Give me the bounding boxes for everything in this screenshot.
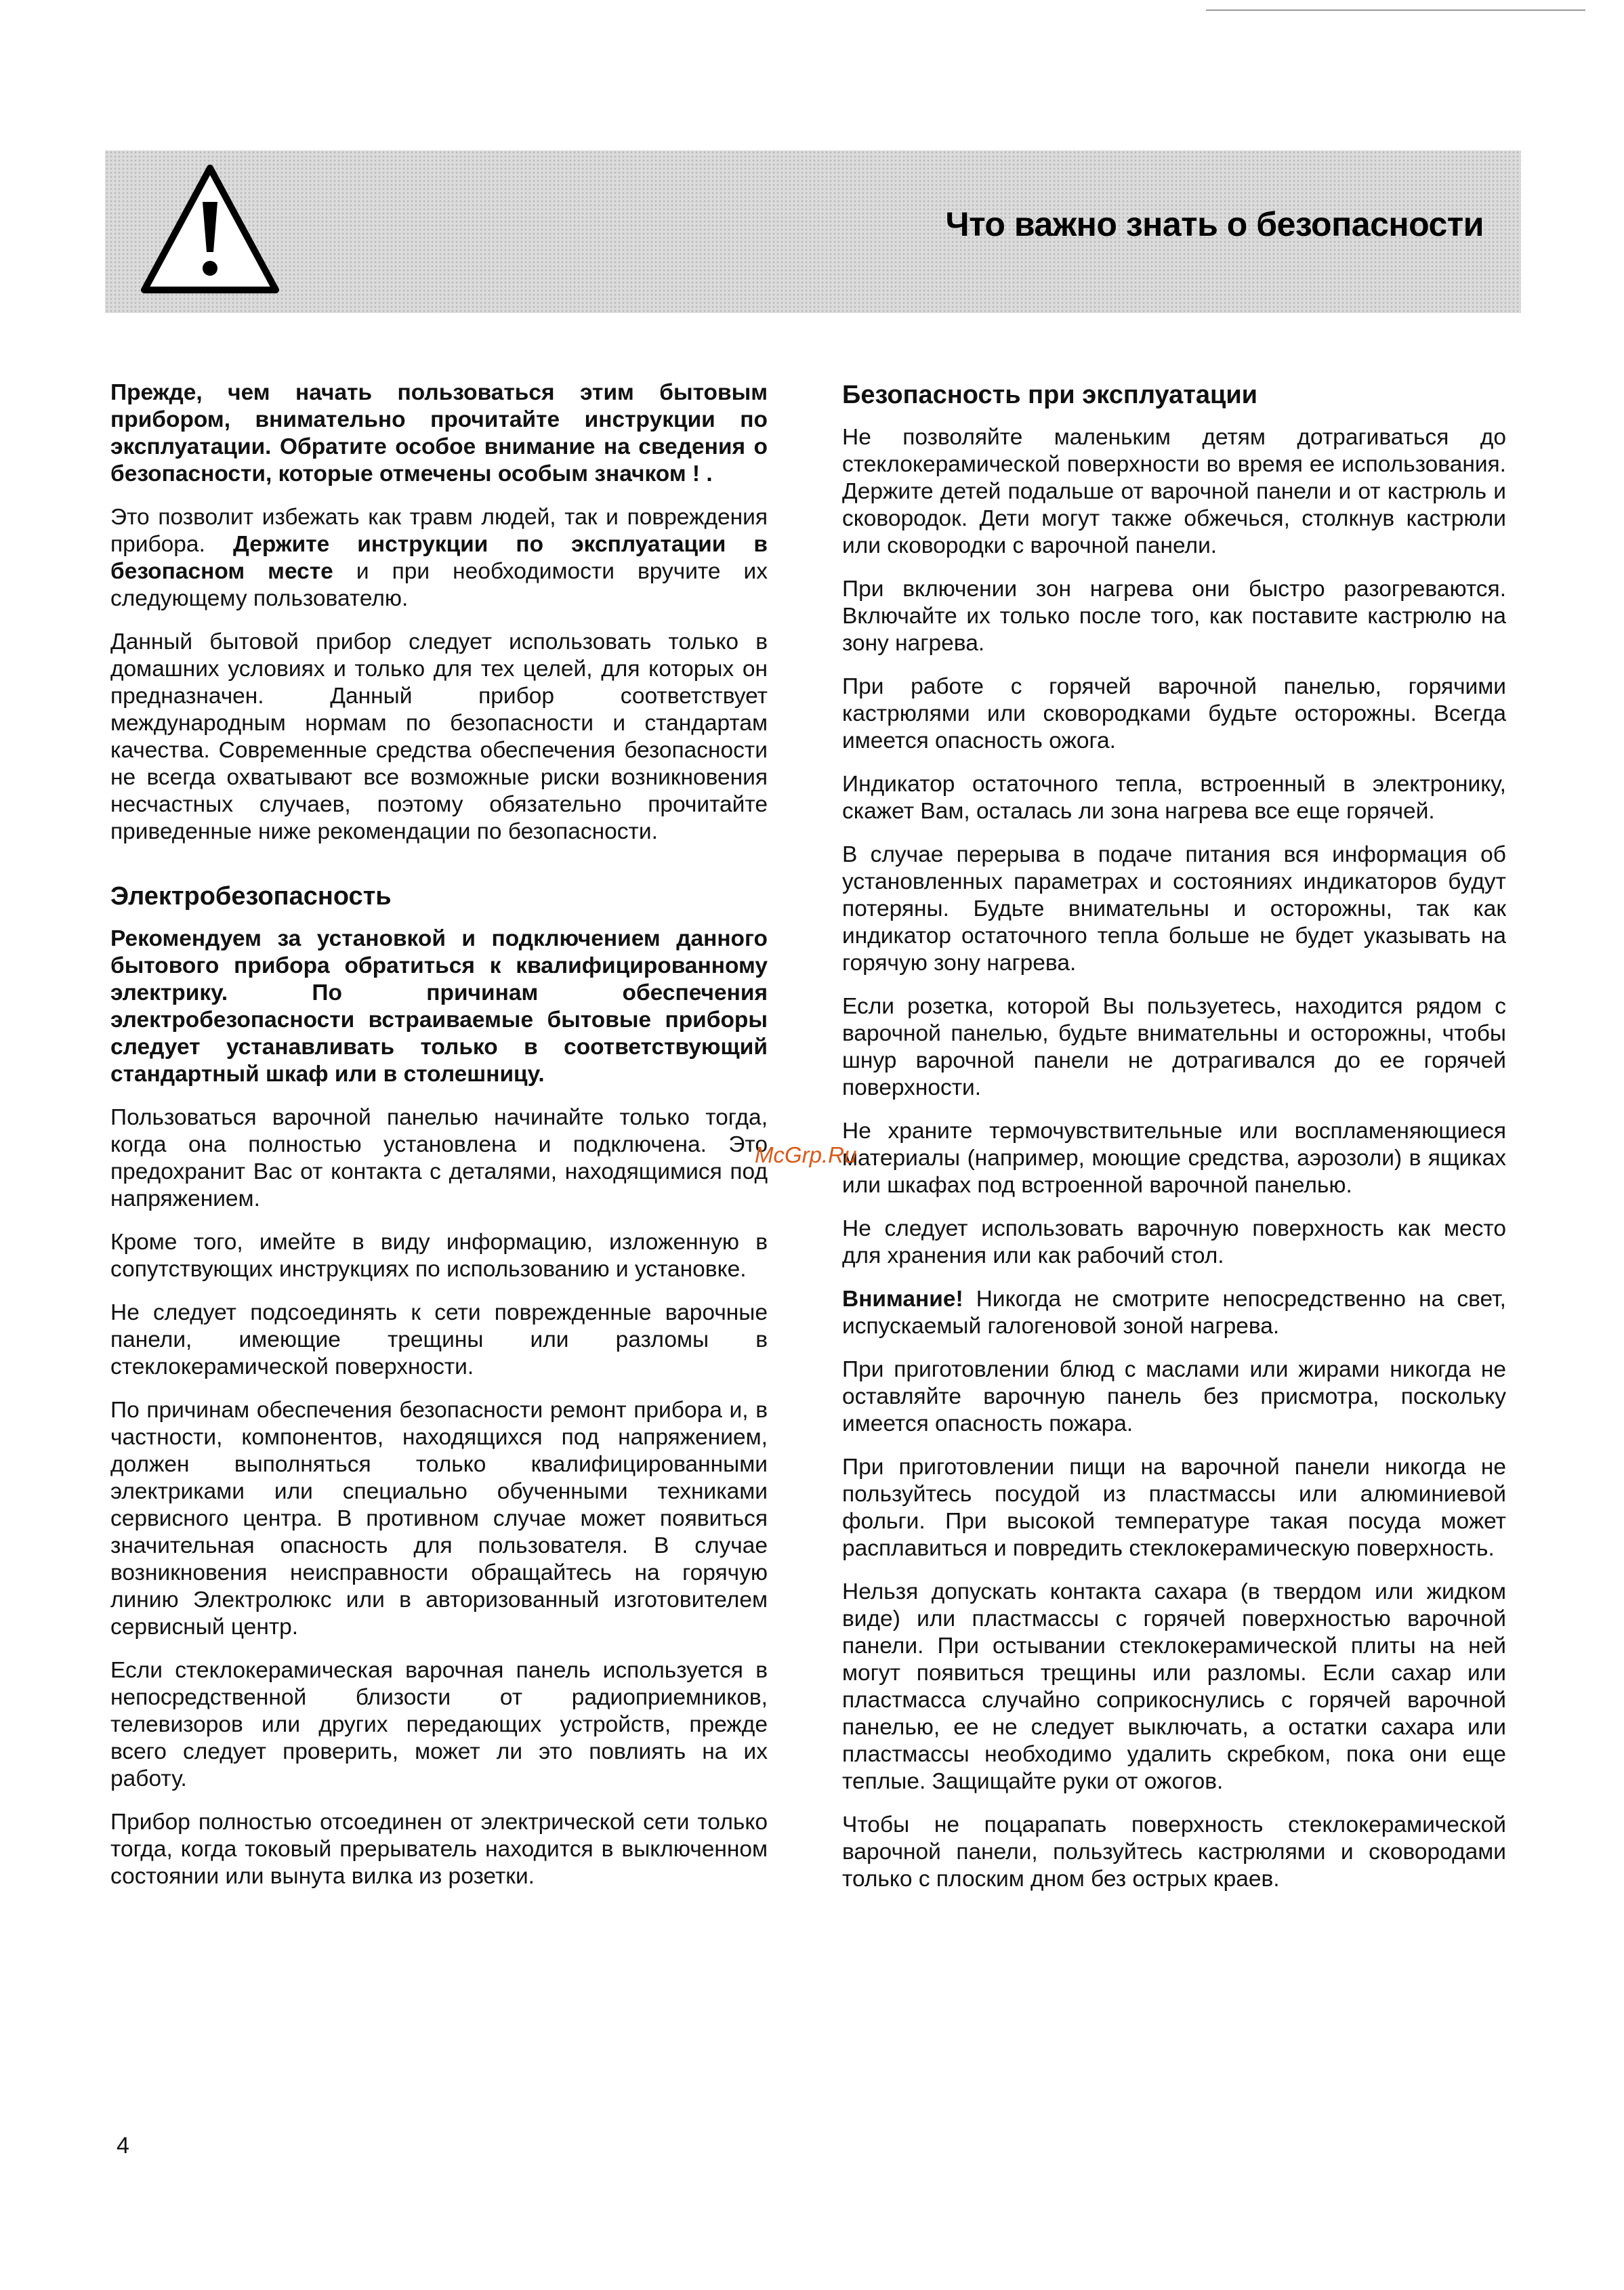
operation-paragraph-12: Нельзя допускать контакта сахара (в твердом или жидком виде) или пластмассы с горячей поверхностью варочной панели. При остывании стеклокерамической плиты на ней могут появиться трещины или разломы. Если сахар или пластмасса случайно соприкоснулись с горячей варочной панелью, ее не следует выключать, а остатки сахара или пластмассы необходимо удалить скребком, пока они еще теплые. Защищайте руки от ожогов. xyxy=(842,1579,1506,1794)
operation-paragraph-11: При приготовлении пищи на варочной панели никогда не пользуйтесь посудой из пластмассы или алюминиевой фольги. При высокой температуре такая посуда может расплавиться и повредить стеклокерамическую поверхность. xyxy=(842,1455,1506,1561)
operation-paragraph-7: Не храните термочувствительные или воспламеняющиеся материалы (например, моющие средства, аэрозоли) в ящиках или шкафах под встроенной варочной панелью. xyxy=(842,1119,1506,1198)
warning-triangle-icon xyxy=(139,163,281,295)
operation-safety-heading: Безопасность при эксплуатации xyxy=(842,381,1258,409)
page-title: Что важно знать о безопасности xyxy=(945,205,1484,243)
keep-instructions-paragraph: Это позволит избежать как травм людей, так и повреждения прибора. Держите инструкции по эксплуатации в безопасном месте и при необходимости вручите их следующему пользователю. xyxy=(110,505,768,611)
operation-paragraph-13: Чтобы не поцарапать поверхность стеклокерамической варочной панели, пользуйтесь кастрюлями и сковородами только с плоским дном без острых краев. xyxy=(842,1812,1506,1892)
operation-paragraph-2: При включении зон нагрева они быстро разогреваются. Включайте их только после того, как поставите кастрюлю на зону нагрева. xyxy=(842,577,1506,656)
operation-paragraph-6: Если розетка, которой Вы пользуетесь, находится рядом с варочной панелью, будьте внимательны и осторожны, чтобы шнур варочной панели не дотрагивался до ее горячей поверхности. xyxy=(842,994,1506,1100)
operation-paragraph-10: При приготовлении блюд с маслами или жирами никогда не оставляйте варочную панель без присмотра, поскольку имеется опасность пожара. xyxy=(842,1357,1506,1436)
electrical-paragraph-1: Пользоваться варочной панелью начинайте только тогда, когда она полностью установлена и подключена. Это предохранит Вас от контакта с деталями, находящимися под напряжением. xyxy=(110,1105,768,1211)
operation-paragraph-1: Не позволяйте маленьким детям дотрагиваться до стеклокерамической поверхности во время ее использования. Держите детей подальше от варочной панели и от кастрюль и сковородок. Дети могут также обжечься, столкнув кастрюли или сковородки с варочной панели. xyxy=(842,425,1506,558)
halogen-warning-paragraph: Внимание! Никогда не смотрите непосредственно на свет, испускаемый галогеновой зоной нагрева. xyxy=(842,1287,1506,1339)
electrical-paragraph-2: Кроме того, имейте в виду информацию, изложенную в сопутствующих инструкциях по использованию и установке. xyxy=(110,1230,768,1282)
page-number: 4 xyxy=(117,2133,129,2159)
left-column xyxy=(110,379,768,1907)
intended-use-paragraph: Данный бытовой прибор следует использовать только в домашних условиях и только для тех целей, для которых он предназначен. Данный прибор соответствует международным нормам по безопасности и стандартам качества. Современные средства обеспечения безопасности не всегда охватывают все возможные риски возникновения несчастных случаев, поэтому обязательно прочитайте приведенные ниже рекомендации по безопасности. xyxy=(110,629,768,844)
electrical-paragraph-6: Прибор полностью отсоединен от электрической сети только тогда, когда токовый прерыватель находится в выключенном состоянии или вынута вилка из розетки. xyxy=(110,1810,768,1889)
electrical-safety-heading: Электробезопасность xyxy=(110,882,392,911)
operation-paragraph-5: В случае перерыва в подаче питания вся информация об установленных параметрах и состояниях индикаторов будут потеряны. Будьте внимательны и осторожны, так как индикатор остаточного тепла больше не будет указывать на горячую зону нагрева. xyxy=(842,842,1506,976)
operation-paragraph-3: При работе с горячей варочной панелью, горячими кастрюлями или сковородками будьте осторожны. Всегда имеется опасность ожога. xyxy=(842,674,1506,753)
watermark-text: McGrp.Ru xyxy=(755,1142,857,1167)
electrical-paragraph-5: Если стеклокерамическая варочная панель используется в непосредственной близости от радиоприемников, телевизоров или других передающих устройств, прежде всего следует проверить, может ли это повлиять на их работу. xyxy=(110,1658,768,1791)
top-rule xyxy=(1206,9,1585,11)
intro-paragraph: Прежде, чем начать пользоваться этим бытовым прибором, внимательно прочитайте инструкции по эксплуатации. Обратите особое внимание на сведения о безопасности, которые отмечены особым значком ! . xyxy=(110,380,768,486)
operation-paragraph-4: Индикатор остаточного тепла, встроенный в электронику, скажет Вам, осталась ли зона нагрева все еще горячей. xyxy=(842,772,1506,824)
electrical-paragraph-3: Не следует подсоединять к сети поврежденные варочные панели, имеющие трещины или разломы в стеклокерамической поверхности. xyxy=(110,1300,768,1379)
electrical-installation-paragraph: Рекомендуем за установкой и подключением данного бытового прибора обратиться к квалифицированному электрику. По причинам обеспечения электробезопасности встраиваемые бытовые приборы следует устанавливать только в соответствующий стандартный шкаф или в столешницу. xyxy=(110,926,768,1087)
right-column xyxy=(842,379,1506,1909)
operation-paragraph-8: Не следует использовать варочную поверхность как место для хранения или как рабочий стол. xyxy=(842,1216,1506,1268)
section-header-banner xyxy=(105,150,1521,313)
electrical-paragraph-4: По причинам обеспечения безопасности ремонт прибора и, в частности, компонентов, находящихся под напряжением, должен выполняться только квалифицированными электриками или специально обученными техниками сервисного центра. В противном случае может появиться значительная опасность для пользователя. В случае возникновения неисправности обращайтесь на горячую линию Электролюкс или в авторизованный изготовителем сервисный центр. xyxy=(110,1398,768,1640)
